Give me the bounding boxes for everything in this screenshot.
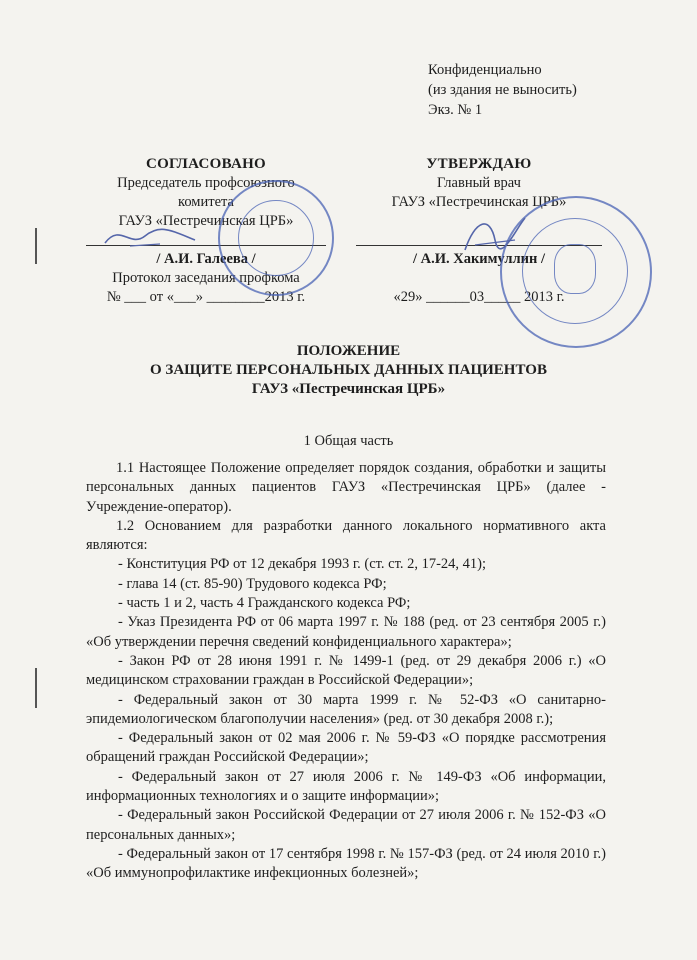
section-title: 1 Общая часть — [303, 433, 394, 449]
list-item: - Федеральный закон от 27 июля 2006 г. № 149-ФЗ «Об информации, информационных технологиях и о защите информации»; — [86, 768, 606, 805]
document-title — [0, 342, 697, 399]
official-seal-emblem — [554, 244, 596, 294]
approved-signature — [455, 210, 535, 260]
agreed-position: Председатель профсоюзного — [117, 175, 295, 191]
union-stamp — [218, 180, 334, 296]
approved-heading: УТВЕРЖДАЮ — [426, 156, 532, 172]
confidential-block — [428, 60, 577, 120]
agreed-signer-name: / А.И. Галеева / — [156, 251, 256, 267]
margin-mark-bottom — [35, 668, 37, 708]
agreed-date: № ___ от «___» ________2013 г. — [106, 289, 306, 305]
list-item: - Закон РФ от 28 июня 1991 г. № 1499-1 (ред. от 29 декабря 2006 г.) «О медицинском страховании граждан в Российской Федерации»; — [86, 652, 606, 689]
title-line-3: ГАУЗ «Пестречинская ЦРБ» — [251, 381, 446, 397]
approved-signer-name: / А.И. Хакимуллин / — [412, 251, 546, 267]
agreed-signature — [100, 218, 210, 258]
agreed-protocol: Протокол заседания профкома — [112, 270, 300, 286]
union-stamp-inner-ring — [238, 200, 314, 276]
list-item: - часть 1 и 2, часть 4 Гражданского кодекса РФ; — [118, 595, 411, 612]
agreed-organization: ГАУЗ «Пестречинская ЦРБ» — [118, 213, 294, 229]
paragraph-1-1: 1.1 Настоящее Положение определяет порядок создания, обработки и защиты персональных данных пациентов ГАУЗ «Пестречинская ЦРБ» (далее - Учреждение-оператор). — [86, 460, 606, 515]
confidential-label: Конфиденциально — [428, 62, 542, 78]
approved-organization: ГАУЗ «Пестречинская ЦРБ» — [391, 194, 567, 210]
agreed-heading: СОГЛАСОВАНО — [145, 156, 267, 172]
paragraph-1-2: 1.2 Основанием для разработки данного локального нормативного акта являются: — [86, 517, 606, 554]
section-body — [86, 459, 606, 884]
list-item: - Федеральный закон от 17 сентября 1998 г. № 157-ФЗ (ред. от 24 июля 2010 г.) «Об иммунопрофилактике инфекционных болезней»; — [86, 845, 606, 882]
list-item: - Федеральный закон от 30 марта 1999 г. № 52-ФЗ «О санитарно-эпидемиологическом благополучии населения» (ред. от 30 декабря 2008 г.); — [86, 691, 606, 727]
list-item: - Федеральный закон от 02 мая 2006 г. № 59-ФЗ «О порядке рассмотрения обращений граждан Российской Федерации»; — [86, 730, 606, 766]
title-line-2: О ЗАЩИТЕ ПЕРСОНАЛЬНЫХ ДАННЫХ ПАЦИЕНТОВ — [150, 362, 547, 378]
list-item: - глава 14 (ст. 85-90) Трудового кодекса РФ; — [118, 575, 387, 592]
copy-number: Экз. № 1 — [428, 102, 483, 118]
title-line-1: ПОЛОЖЕНИЕ — [296, 343, 401, 359]
list-item: - Указ Президента РФ от 06 марта 1997 г. № 188 (ред. от 23 сентября 2005 г.) «Об утверждении перечня сведений конфиденциального характера»; — [86, 614, 606, 650]
approved-date: «29» ______03_____ 2013 г. — [393, 289, 565, 305]
approved-position: Главный врач — [437, 175, 521, 191]
list-item: - Конституция РФ от 12 декабря 1993 г. (ст. ст. 2, 17-24, 41); — [118, 556, 487, 573]
agreed-position-cont: комитета — [178, 194, 234, 210]
list-item: - Федеральный закон Российской Федерации от 27 июля 2006 г. № 152-ФЗ «О персональных данных»; — [86, 807, 606, 843]
margin-mark-top — [35, 228, 37, 264]
confidential-note: (из здания не выносить) — [428, 82, 577, 98]
